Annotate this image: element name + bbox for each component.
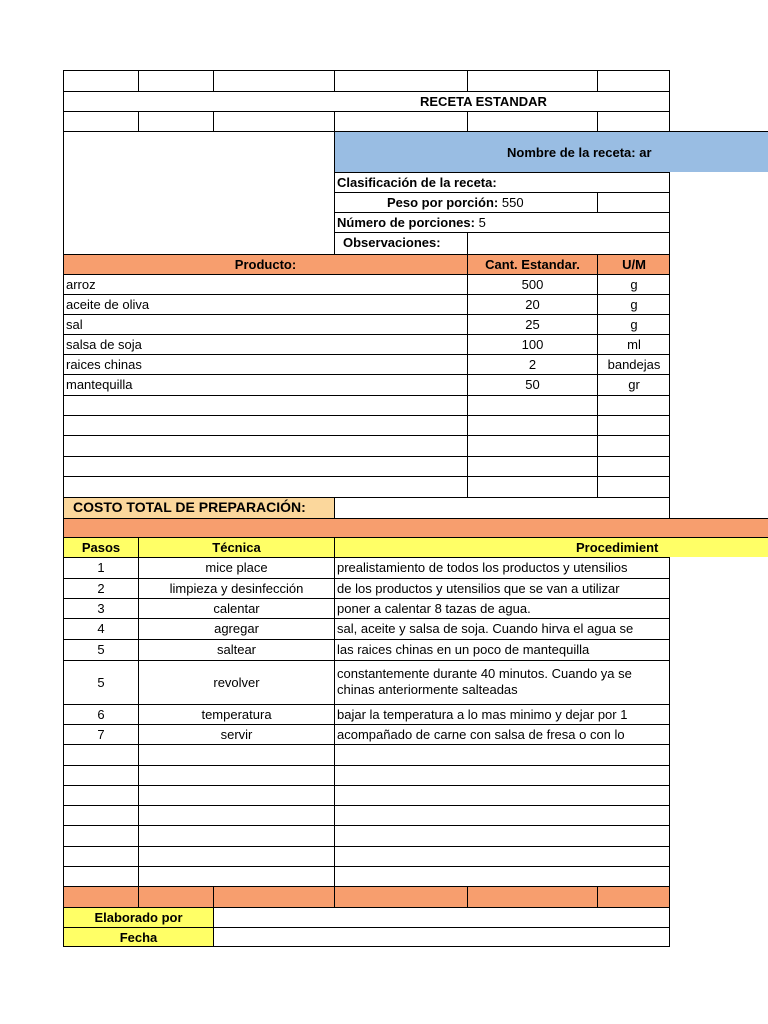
step-procedure: de los productos y utensilios que se van a utilizar (334, 578, 670, 598)
empty-cell (63, 435, 467, 456)
step-number: 3 (63, 598, 138, 618)
empty-cell (138, 866, 334, 886)
empty-cell (63, 744, 138, 765)
step-number: 4 (63, 618, 138, 639)
procedure-header: Procedimient (334, 537, 768, 557)
step-number: 1 (63, 557, 138, 578)
empty-cell (467, 476, 597, 497)
empty-cell (138, 765, 334, 785)
date-label: Fecha (63, 927, 213, 947)
footer-band-cell (467, 886, 597, 907)
observations-value (467, 232, 670, 254)
step-technique: servir (138, 724, 334, 744)
ingredient-qty: 20 (467, 294, 597, 314)
table-bottom-border (63, 946, 670, 947)
empty-cell (334, 866, 670, 886)
classification-label: Clasificación de la receta: (334, 172, 670, 192)
product-header: Producto: (63, 254, 467, 274)
empty-cell (467, 70, 597, 91)
empty-cell (63, 765, 138, 785)
ingredient-product: raices chinas (63, 354, 467, 374)
empty-cell (467, 435, 597, 456)
ingredient-unit: bandejas (597, 354, 670, 374)
ingredient-qty: 100 (467, 334, 597, 354)
ingredient-qty: 50 (467, 374, 597, 395)
empty-cell (63, 111, 138, 131)
step-number: 6 (63, 704, 138, 724)
empty-cell (597, 435, 670, 456)
empty-cell (138, 846, 334, 866)
empty-cell (334, 765, 670, 785)
portion-weight-row (334, 192, 597, 212)
portions-row (334, 212, 670, 232)
empty-cell (467, 456, 597, 476)
empty-cell (334, 825, 670, 846)
recipe-name-value: ar (639, 145, 652, 160)
empty-cell (334, 785, 670, 805)
step-procedure: acompañado de carne con salsa de fresa o con lo (334, 724, 670, 744)
step-procedure: prealistamiento de todos los productos y utensilios (334, 557, 670, 578)
step-procedure: sal, aceite y salsa de soja. Cuando hirva el agua se (334, 618, 670, 639)
portions-label: Número de porciones: (337, 215, 475, 230)
empty-cell (597, 70, 670, 91)
empty-cell (334, 846, 670, 866)
ingredient-unit: gr (597, 374, 670, 395)
empty-cell (63, 415, 467, 435)
ingredient-qty: 500 (467, 274, 597, 294)
empty-cell (63, 785, 138, 805)
empty-cell (597, 395, 670, 415)
table-right-border (669, 172, 670, 518)
quantity-header: Cant. Estandar. (467, 254, 597, 274)
ingredient-qty: 2 (467, 354, 597, 374)
technique-header: Técnica (138, 537, 334, 557)
ingredient-unit: g (597, 314, 670, 334)
photo-area (63, 131, 334, 254)
step-number: 5 (63, 639, 138, 660)
footer-band-cell (63, 886, 138, 907)
unit-header: U/M (597, 254, 670, 274)
step-procedure: constantemente durante 40 minutos. Cuando ya se chinas anteriormente salteadas (334, 660, 670, 704)
step-technique: saltear (138, 639, 334, 660)
step-technique: temperatura (138, 704, 334, 724)
ingredient-qty: 25 (467, 314, 597, 334)
empty-cell (213, 70, 334, 91)
step-number: 2 (63, 578, 138, 598)
recipe-name-row (334, 131, 768, 172)
empty-cell (334, 805, 670, 825)
ingredient-product: salsa de soja (63, 334, 467, 354)
portion-weight-value: 550 (501, 195, 524, 210)
empty-cell (334, 70, 467, 91)
prepared-by-value (213, 907, 670, 927)
ingredient-product: arroz (63, 274, 467, 294)
empty-cell (467, 111, 597, 131)
empty-cell (138, 111, 213, 131)
ingredient-product: aceite de oliva (63, 294, 467, 314)
empty-cell (334, 744, 670, 765)
total-cost-value (334, 497, 670, 518)
section-divider (63, 518, 768, 537)
step-procedure: poner a calentar 8 tazas de agua. (334, 598, 670, 618)
footer-band-cell (597, 886, 670, 907)
empty-cell (138, 825, 334, 846)
footer-band-cell (213, 886, 334, 907)
step-technique: calentar (138, 598, 334, 618)
empty-cell (597, 456, 670, 476)
date-value (213, 927, 670, 947)
empty-cell (597, 111, 670, 131)
empty-cell (138, 785, 334, 805)
page-title: RECETA ESTANDAR (63, 91, 670, 111)
table-right-border (669, 70, 670, 131)
portions-value: 5 (478, 215, 486, 230)
step-procedure: las raices chinas en un poco de mantequilla (334, 639, 670, 660)
empty-cell (467, 395, 597, 415)
empty-cell (467, 415, 597, 435)
empty-cell (138, 805, 334, 825)
empty-cell (597, 476, 670, 497)
empty-cell (63, 846, 138, 866)
empty-cell (63, 866, 138, 886)
step-procedure: bajar la temperatura a lo mas minimo y dejar por 1 (334, 704, 670, 724)
empty-cell (334, 111, 467, 131)
ingredient-unit: g (597, 274, 670, 294)
empty-cell (597, 192, 670, 212)
ingredient-unit: g (597, 294, 670, 314)
steps-header: Pasos (63, 537, 138, 557)
empty-cell (63, 476, 467, 497)
ingredient-unit: ml (597, 334, 670, 354)
step-technique: limpieza y desinfección (138, 578, 334, 598)
step-number: 7 (63, 724, 138, 744)
empty-cell (138, 744, 334, 765)
table-right-border (669, 557, 670, 947)
empty-cell (597, 415, 670, 435)
recipe-name-label: Nombre de la receta: (507, 145, 636, 160)
ingredient-product: mantequilla (63, 374, 467, 395)
empty-cell (63, 805, 138, 825)
portion-weight-label: Peso por porción: (387, 195, 499, 210)
step-technique: mice place (138, 557, 334, 578)
empty-cell (138, 70, 213, 91)
footer-band-cell (334, 886, 467, 907)
step-technique: revolver (138, 660, 334, 704)
prepared-by-label: Elaborado por (63, 907, 213, 927)
total-cost-label: COSTO TOTAL DE PREPARACIÓN: (63, 497, 334, 518)
empty-cell (63, 70, 138, 91)
step-technique: agregar (138, 618, 334, 639)
empty-cell (63, 825, 138, 846)
ingredient-product: sal (63, 314, 467, 334)
empty-cell (63, 395, 467, 415)
observations-label: Observaciones: (334, 232, 467, 254)
empty-cell (63, 456, 467, 476)
empty-cell (213, 111, 334, 131)
footer-band-cell (138, 886, 213, 907)
step-number: 5 (63, 660, 138, 704)
